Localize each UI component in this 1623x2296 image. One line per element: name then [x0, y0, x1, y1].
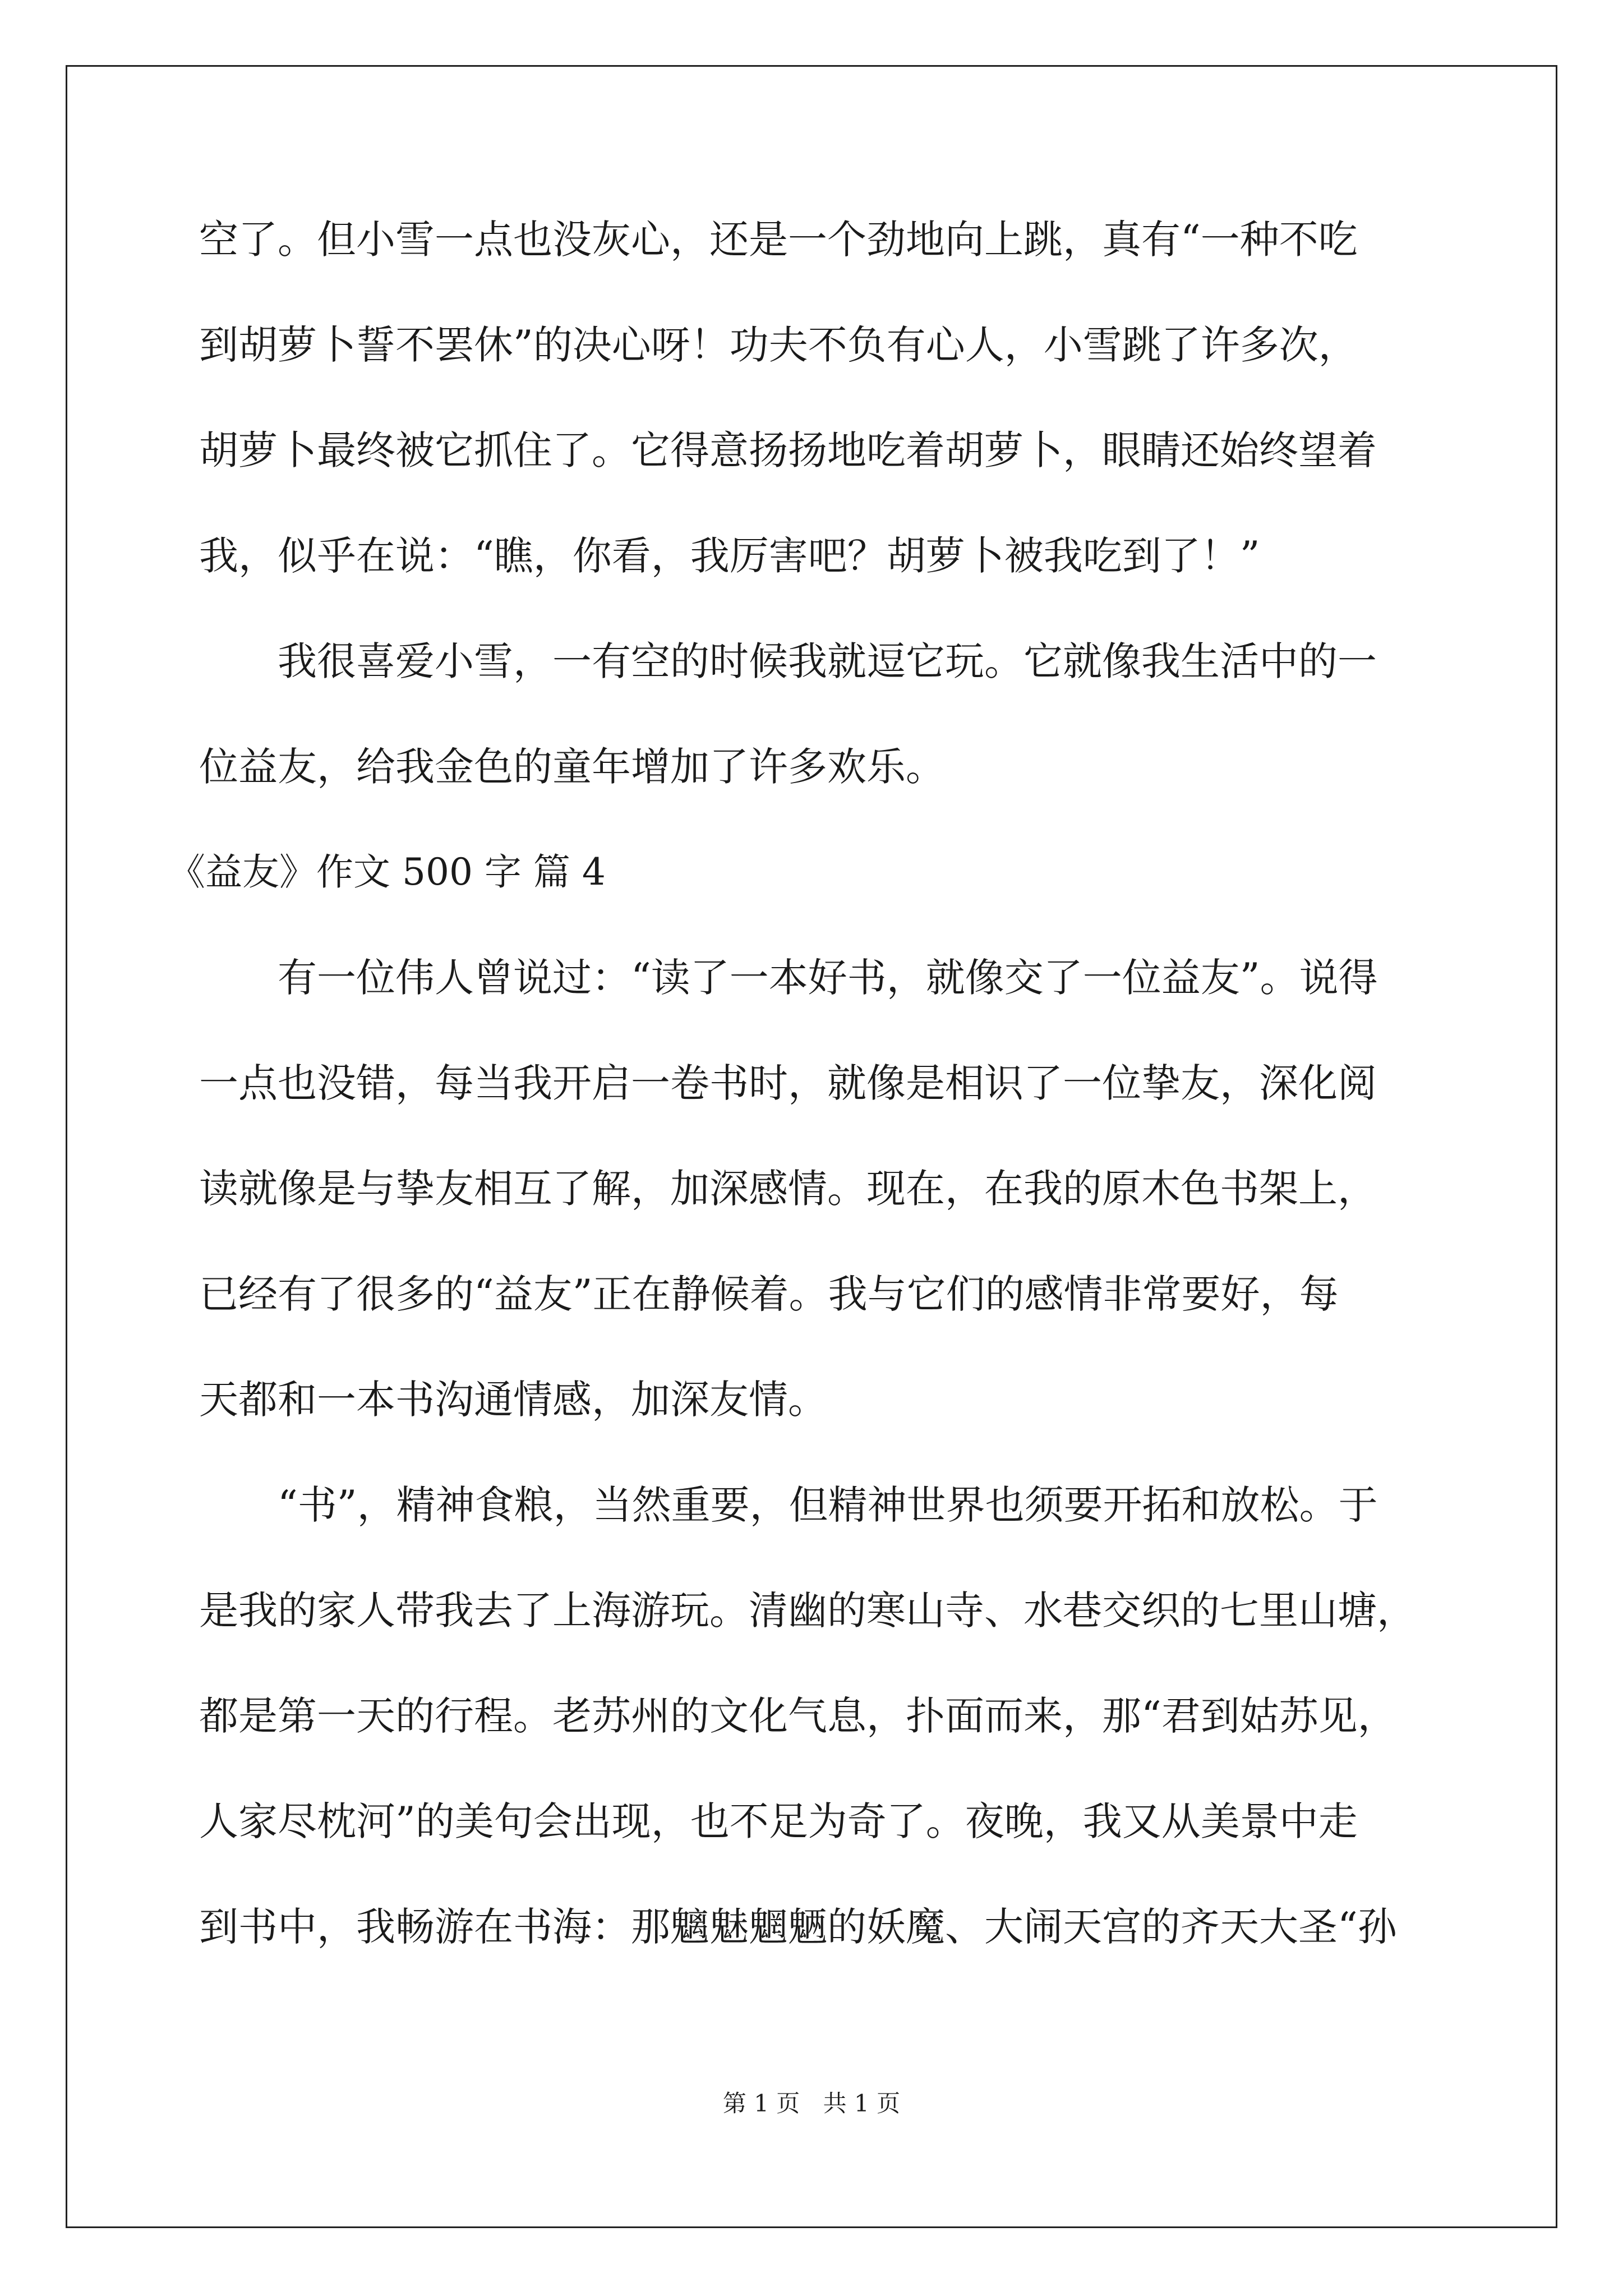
text-line: 人家尽枕河”的美句会出现，也不足为奇了。夜晚，我又从美景中走	[199, 1798, 1358, 1844]
text-line: 我很喜爱小雪，一有空的时候我就逗它玩。它就像我生活中的一	[199, 638, 1377, 684]
text-line: 一点也没错，每当我开启一卷书时，就像是相识了一位挚友，深化阅	[199, 1060, 1377, 1106]
page-total: 共 1 页	[823, 2090, 901, 2117]
text-line: 都是第一天的行程。老苏州的文化气息，扑面而来，那“君到姑苏见，	[199, 1693, 1397, 1739]
text-line: 天都和一本书沟通情感，加深友情。	[199, 1377, 827, 1423]
text-line: 是我的家人带我去了上海游玩。清幽的寒山寺、水巷交织的七里山塘，	[199, 1588, 1416, 1634]
text-line: 读就像是与挚友相互了解，加深感情。现在，在我的原木色书架上，	[199, 1166, 1377, 1212]
text-line: 有一位伟人曾说过：“读了一本好书，就像交了一位益友”。说得	[199, 955, 1378, 1001]
text-line: “书”，精神食粮，当然重要，但精神世界也须要开拓和放松。于	[199, 1482, 1378, 1528]
text-line: 到书中，我畅游在书海：那魑魅魍魉的妖魔、大闹天宫的齐天大圣“孙	[199, 1904, 1397, 1950]
section-heading: 《益友》作文 500 字 篇 4	[168, 850, 606, 894]
text-line: 我，似乎在说：“瞧，你看，我厉害吧？胡萝卜被我吃到了！”	[199, 533, 1260, 579]
page-footer	[0, 2087, 1623, 2120]
text-line: 已经有了很多的“益友”正在静候着。我与它们的感情非常要好，每	[199, 1271, 1339, 1317]
text-line: 空了。但小雪一点也没灰心，还是一个劲地向上跳，真有“一种不吃	[199, 217, 1358, 263]
page-number: 第 1 页	[722, 2090, 800, 2117]
text-line: 胡萝卜最终被它抓住了。它得意扬扬地吃着胡萝卜，眼睛还始终望着	[199, 427, 1377, 473]
text-line: 到胡萝卜誓不罢休”的决心呀！功夫不负有心人，小雪跳了许多次，	[199, 322, 1358, 368]
text-line: 位益友，给我金色的童年增加了许多欢乐。	[199, 744, 945, 790]
